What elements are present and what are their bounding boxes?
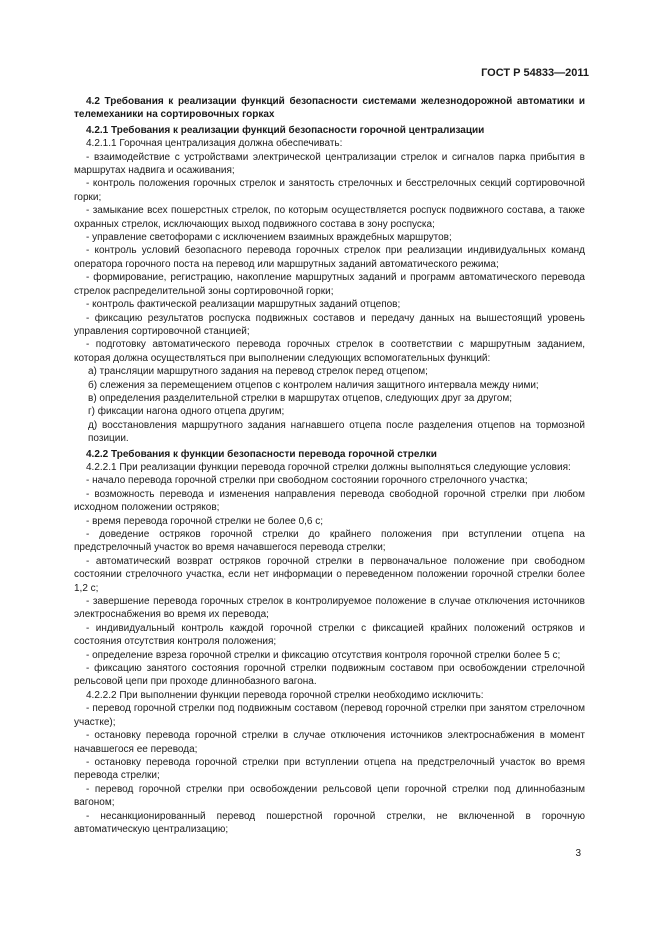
- list-item: - возможность перевода и изменения направления перевода свободной горочной стрелки при любом исходном положении остряков;: [74, 488, 585, 514]
- list-item: - индивидуальный контроль каждой горочной стрелки с фиксацией крайних положений остряков и состояния отсутствия контроля положения;: [74, 622, 585, 648]
- section-heading-4-2-1: 4.2.1 Требования к реализации функций безопасности горочной централизации: [86, 124, 485, 136]
- section-heading-4-2-2: 4.2.2 Требования к функции безопасности перевода горочной стрелки: [86, 448, 437, 460]
- paragraph: 4.2.2.2 При выполнении функции перевода горочной стрелки необходимо исключить:: [86, 689, 484, 701]
- list-item: - контроль положения горочных стрелок и занятость стрелочных и бесстрелочных секций сортировочной горки;: [74, 178, 585, 203]
- section-heading-4-2: 4.2 Требования к реализации функций безопасности системами железнодорожной автоматики и телемеханики на сортировочных горках: [74, 96, 585, 121]
- list-item: - остановку перевода горочной стрелки в случае отключения источников электроснабжения в момент начавшегося ее перевода;: [74, 730, 585, 755]
- list-item: - фиксацию результатов роспуска подвижных составов и передачу данных на вышестоящий уровень управления сортировочной станцией;: [74, 312, 585, 337]
- sub-list-item: д) восстановления маршрутного задания нагнавшего отцепа после разделения отцепов на тормозной позиции.: [88, 419, 585, 445]
- sub-list-item: в) определения разделительной стрелки в маршрутах отцепов, следующих друг за другом;: [88, 392, 513, 404]
- page-number: 3: [575, 848, 581, 859]
- list-item: - несанкционированный перевод пошерстной горочной стрелки, не включенной в горочную автоматическую централизацию;: [74, 810, 585, 835]
- sub-list-item: г) фиксации нагона одного отцепа другим;: [88, 406, 285, 418]
- sub-list-item: а) трансляции маршрутного задания на перевод стрелок перед отцепом;: [88, 366, 428, 378]
- paragraph: 4.2.1.1 Горочная централизация должна обеспечивать:: [86, 138, 343, 150]
- list-item: - начало перевода горочной стрелки при свободном состоянии горочного стрелочного участка;: [86, 475, 528, 487]
- list-item: - формирование, регистрацию, накопление маршрутных заданий и программ автоматического перевода стрелок распределительной зоны сортировочной горки;: [74, 272, 585, 297]
- document-body: [74, 95, 585, 836]
- list-item: - остановку перевода горочной стрелки при вступлении отцепа на предстрелочный участок во время перевода стрелки;: [74, 756, 585, 782]
- list-item: - замыкание всех пошерстных стрелок, по которым осуществляется роспуск подвижного состава, а также охранных стрелок, исключающих выход подвижного состава в зону роспуска;: [74, 205, 585, 230]
- list-item: - перевод горочной стрелки под подвижным составом (перевод горочной стрелки при занятом стрелочном участке);: [74, 703, 585, 728]
- sub-list-item: б) слежения за перемещением отцепов с контролем наличия защитного интервала между ними;: [88, 379, 539, 391]
- list-item: - время перевода горочной стрелки не более 0,6 с;: [86, 515, 324, 527]
- list-item: - управление светофорами с исключением взаимных враждебных маршрутов;: [86, 232, 452, 244]
- list-item: - фиксацию занятого состояния горочной стрелки подвижным составом при освобождении стрелочной рельсовой цепи при проходе длиннобазного вагона.: [74, 663, 585, 688]
- list-item: - взаимодействие с устройствами электрической централизации стрелок и сигналов парка прибытия в маршрутах надвига и осаживания;: [74, 151, 585, 177]
- list-item: - контроль условий безопасного перевода горочных стрелок при реализации индивидуальных команд оператора горочного поста на перевод или маршрутных заданий автоматического режима;: [74, 245, 585, 270]
- list-item: - автоматический возврат остряков горочной стрелки в первоначальное положение при свободном состоянии стрелочного участка, если нет информации о переведенном положении горочной стрелки более 1,2 с;: [74, 555, 585, 594]
- list-item: - доведение остряков горочной стрелки до крайнего положения при вступлении отцепа на предстрелочный участок во время начавшегося перевода стрелки;: [74, 529, 585, 554]
- list-item: - контроль фактической реализации маршрутных заданий отцепов;: [86, 299, 401, 311]
- list-item: - перевод горочной стрелки при освобождении рельсовой цепи горочной стрелки под длиннобазным вагоном;: [74, 783, 585, 809]
- list-item: - завершение перевода горочных стрелок в контролируемое положение в случае отключения источников электроснабжения во время их перевода;: [74, 596, 585, 621]
- page-header: ГОСТ Р 54833—2011: [481, 67, 589, 79]
- list-item: - подготовку автоматического перевода горочных стрелок в соответствии с маршрутным заданием, которая должна осуществляться при выполнении следующих вспомогательных функций:: [74, 339, 585, 364]
- paragraph: 4.2.2.1 При реализации функции перевода горочной стрелки должны выполняться следующие условия:: [86, 461, 571, 473]
- list-item: - определение взреза горочной стрелки и фиксацию отсутствия контроля горочной стрелки более 5 с;: [86, 649, 561, 661]
